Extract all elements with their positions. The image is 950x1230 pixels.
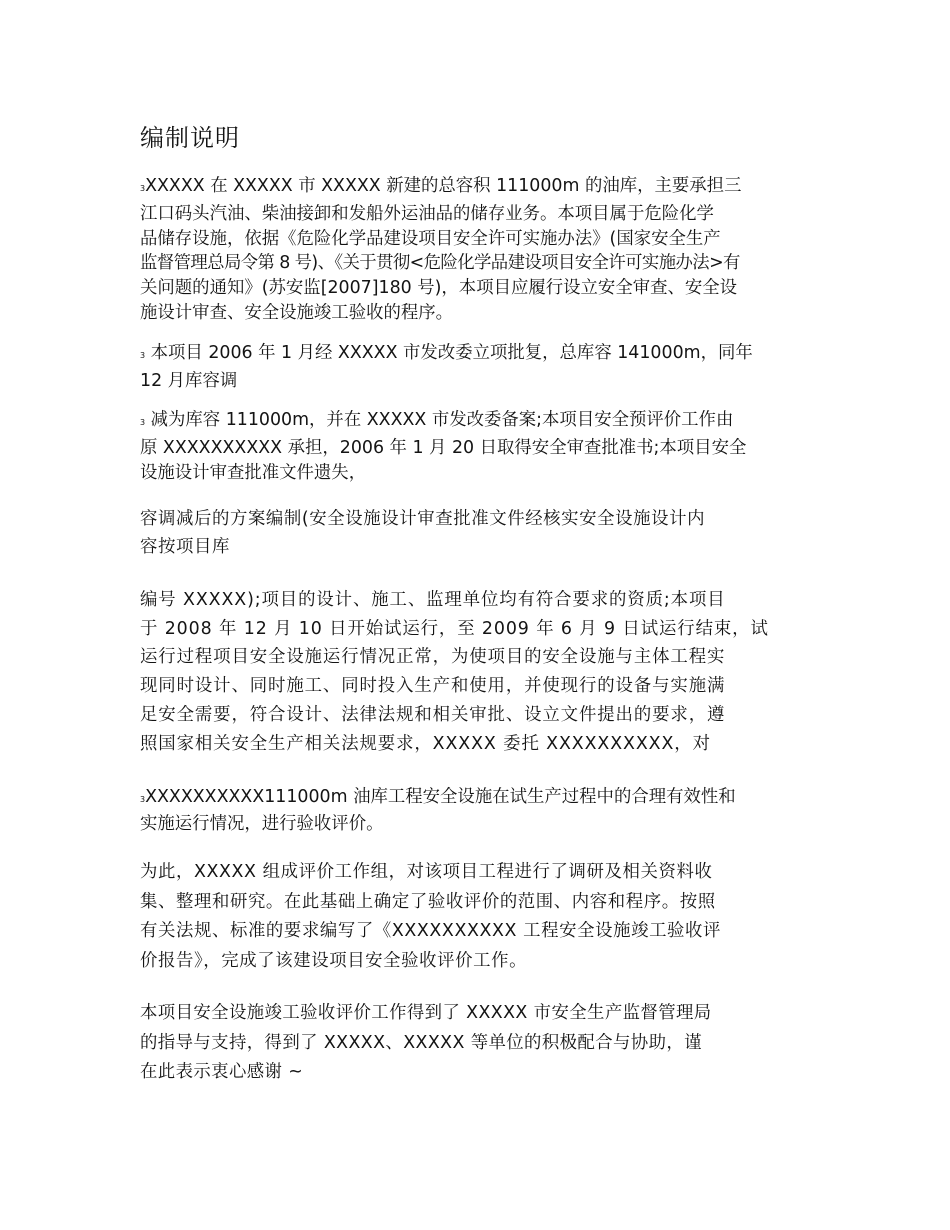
paragraph-line: 为此，XXXXX 组成评价工作组，对该项目工程进行了调研及相关资料收	[140, 862, 713, 882]
paragraph-line: 集、整理和研究。在此基础上确定了验收评价的范围、内容和程序。按照	[140, 891, 716, 912]
paragraph-line: 容调减后的方案编制(安全设施设计审查批准文件经核实安全设施设计内	[140, 509, 706, 529]
paragraph-line: 实施运行情况，进行验收评价。	[140, 814, 384, 834]
paragraph-line: 容按项目库	[140, 537, 230, 557]
document-title: 编制说明	[140, 124, 240, 152]
paragraph-line: 于 2008 年 12 月 10 日开始试运行，至 2009 年 6 月 9 日试运行结束，试	[140, 618, 769, 639]
paragraph-line: 现同时设计、同时施工、同时投入生产和使用，并使现行的设备与实施满	[140, 676, 726, 697]
paragraph-line: 原 XXXXXXXXXX 承担，2006 年 1 月 20 日取得安全审查批准书;本项目安全	[140, 437, 747, 458]
paragraph-line: 价报告》，完成了该建设项目安全验收评价工作。	[140, 950, 528, 971]
paragraph-line: 施设计审查、安全设施竣工验收的程序。	[140, 302, 454, 323]
paragraph-line: 江口码头汽油、柴油接卸和发船外运油品的储存业务。本项目属于危险化学	[140, 203, 714, 224]
paragraph-line: 照国家相关安全生产相关法规要求，XXXXX 委托 XXXXXXXXXX，对	[140, 733, 711, 754]
footnote-marker: 3	[140, 184, 146, 193]
paragraph-capacity-reduction	[140, 408, 815, 485]
paragraph-evaluation-scope	[140, 785, 815, 837]
paragraph-acknowledgement	[140, 999, 815, 1088]
paragraph-line: 在此表示衷心感谢 ~	[140, 1062, 304, 1082]
paragraph-plan-revision	[140, 505, 815, 561]
paragraph-line: 运行过程项目安全设施运行情况正常，为使项目的安全设施与主体工程实	[140, 647, 726, 668]
paragraph-trial-operation	[140, 586, 815, 758]
paragraph-line: 的指导与支持，得到了 XXXXX、XXXXX 等单位的积极配合与协助，谨	[140, 1032, 702, 1053]
paragraph-line: 12 月库容调	[140, 370, 238, 391]
paragraph-line: 有关法规、标准的要求编写了《XXXXXXXXXX 工程安全设施竣工验收评	[140, 921, 722, 941]
paragraph-line: 监督管理总局令第 8 号)、《关于贯彻<危险化学品建设项目安全许可实施办法>有	[140, 253, 740, 274]
paragraph-line: 3XXXXX 在 XXXXX 市 XXXXX 新建的总容积 111000m 的油库，主要承担三	[140, 176, 742, 196]
paragraph-working-group	[140, 858, 815, 976]
paragraph-line: 关问题的通知》(苏安监[2007]180 号)，本项目应履行设立安全审查、安全设	[140, 278, 738, 299]
paragraph-line: 编号 XXXXX);项目的设计、施工、监理单位均有符合要求的资质;本项目	[140, 590, 726, 610]
paragraph-line: 足安全需要，符合设计、法律法规和相关审批、设立文件提出的要求，遵	[140, 704, 726, 725]
paragraph-line: 3XXXXXXXXXX111000m 油库工程安全设施在试生产过程中的合理有效性和	[140, 787, 736, 807]
paragraph-approval	[140, 341, 815, 394]
paragraph-line: 3 本项目 2006 年 1 月经 XXXXX 市发改委立项批复，总库容 141000m，同年	[140, 343, 753, 363]
paragraph-line: 品储存设施，依据《危险化学品建设项目安全许可实施办法》(国家安全生产	[140, 228, 721, 249]
footnote-marker: 3	[140, 418, 146, 427]
paragraph-project-overview	[140, 174, 815, 326]
paragraph-line: 3 减为库容 111000m，并在 XXXXX 市发改委备案;本项目安全预评价工作由	[140, 410, 734, 430]
paragraph-line: 设施设计审查批准文件遗失，	[140, 462, 367, 483]
footnote-marker: 3	[140, 795, 146, 804]
paragraph-line: 本项目安全设施竣工验收评价工作得到了 XXXXX 市安全生产监督管理局	[140, 1003, 712, 1023]
footnote-marker: 3	[140, 351, 146, 360]
